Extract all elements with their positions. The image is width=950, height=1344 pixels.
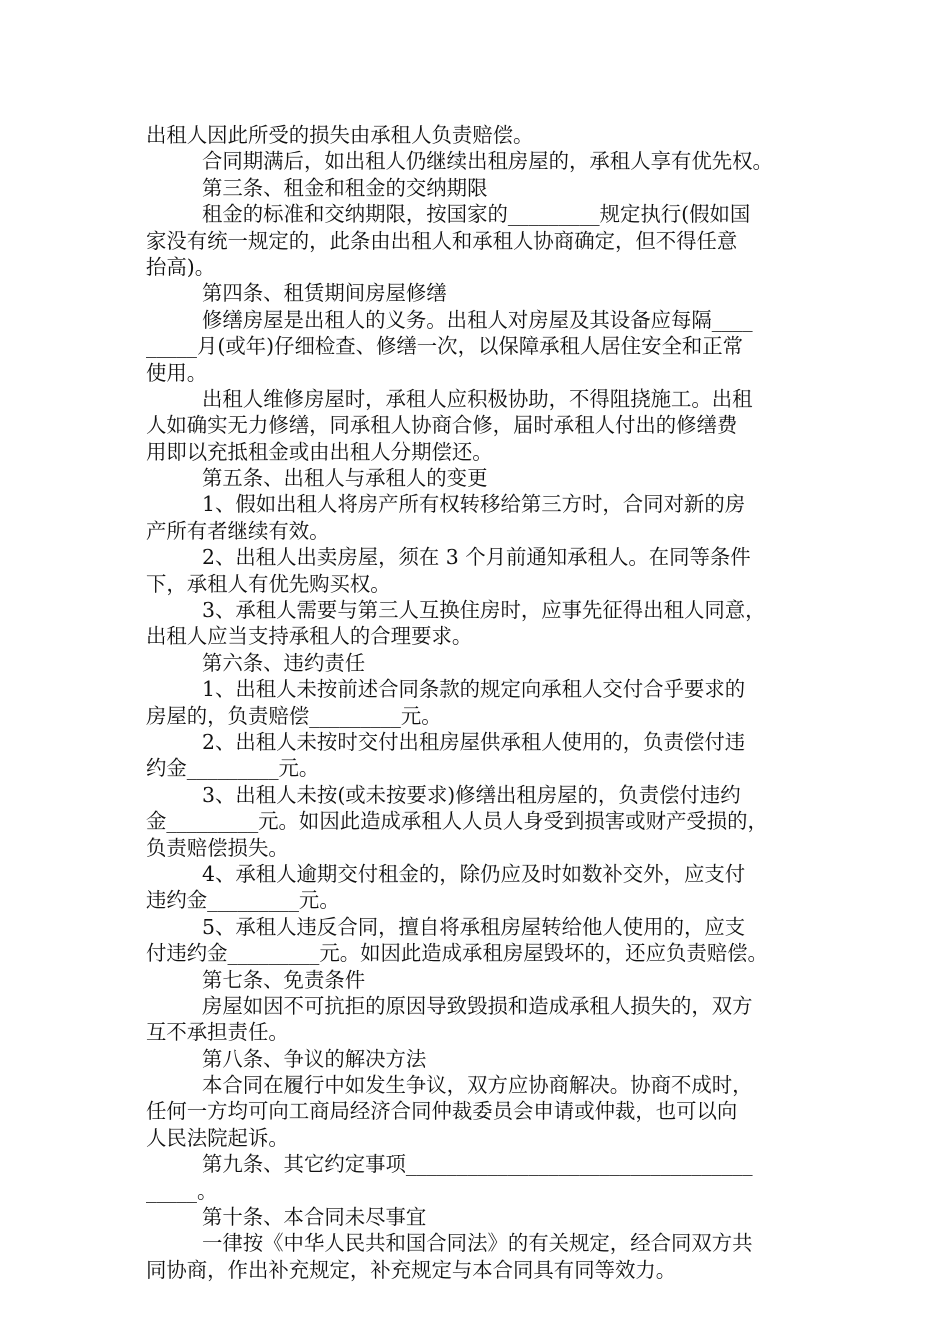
text-line: 家没有统一规定的，此条由出租人和承租人协商确定，但不得任意 [146,228,738,253]
text-line: 抬高)。 [146,254,216,279]
text-line: 金_________元。如因此造成承租人人员人身受到损害或财产受损的， [146,809,768,834]
text-line: 出租人维修房屋时，承租人应积极协助，不得阻挠施工。出租 [202,386,753,411]
text-line: 3、出租人未按(或未按要求)修缮出租房屋的，负责偿付违约 [202,782,741,807]
text-line: 合同期满后，如出租人仍继续出租房屋的，承租人享有优先权。 [202,149,773,174]
text-line: 房屋的，负责赔偿_________元。 [146,703,442,728]
text-line: 2、出租人未按时交付出租房屋供承租人使用的，负责偿付违 [202,729,746,754]
text-line: 同协商，作出补充规定，补充规定与本合同具有同等效力。 [146,1257,677,1282]
text-line: 1、假如出租人将房产所有权转移给第三方时，合同对新的房 [202,492,746,517]
text-line: 第五条、出租人与承租人的变更 [202,466,488,491]
text-line: 人如确实无力修缮，同承租人协商合修，届时承租人付出的修缮费 [146,413,738,438]
text-line: 出租人因此所受的损失由承租人负责赔偿。 [146,123,534,147]
text-line: 任何一方均可向工商局经济合同仲裁委员会申请或仲裁，也可以向 [146,1099,738,1124]
text-line: 4、承租人逾期交付租金的，除仍应及时如数补交外，应支付 [202,861,746,886]
text-line: 第六条、违约责任 [202,650,366,675]
text-line: _____。 [146,1178,218,1203]
text-line: 房屋如因不可抗拒的原因导致毁损和造成承租人损失的，双方 [202,993,753,1018]
text-line: 第十条、本合同未尽事宜 [202,1205,427,1230]
text-line: 5、承租人违反合同，擅自将承租房屋转给他人使用的，应支 [202,914,746,939]
text-line: _____月(或年)仔细检查、修缮一次，以保障承租人居住安全和正常 [146,334,744,359]
text-line: 第八条、争议的解决方法 [202,1046,427,1071]
text-line: 负责赔偿损失。 [146,835,289,860]
text-line: 本合同在履行中如发生争议，双方应协商解决。协商不成时， [202,1073,753,1098]
text-line: 一律按《中华人民共和国合同法》的有关规定，经合同双方共 [202,1231,753,1256]
text-line: 租金的标准和交纳期限，按国家的_________规定执行(假如国 [202,202,751,227]
text-line: 付违约金_________元。如因此造成承租房屋毁坏的，还应负责赔偿。 [146,941,768,966]
text-line: 第九条、其它约定事项__________________________________ [202,1152,753,1177]
text-line: 3、承租人需要与第三人互换住房时，应事先征得出租人同意， [202,598,766,623]
text-line: 下，承租人有优先购买权。 [146,571,391,596]
text-line: 用即以充抵租金或由出租人分期偿还。 [146,439,493,464]
text-line: 使用。 [146,360,208,385]
text-line: 第七条、免责条件 [202,967,366,992]
text-line: 出租人应当支持承租人的合理要求。 [146,624,473,649]
text-line: 互不承担责任。 [146,1020,289,1045]
text-line: 第三条、租金和租金的交纳期限 [202,175,488,200]
text-line: 2、出租人出卖房屋，须在 3 个月前通知承租人。在同等条件 [202,545,751,570]
text-line: 修缮房屋是出租人的义务。出租人对房屋及其设备应每隔____ [202,307,753,332]
text-line: 违约金_________元。 [146,888,340,913]
text-line: 产所有者继续有效。 [146,518,330,543]
text-line: 约金_________元。 [146,756,320,781]
contract-text-body [146,122,816,1283]
text-line: 1、出租人未按前述合同条款的规定向承租人交付合乎要求的 [202,677,746,702]
text-line: 人民法院起诉。 [146,1125,289,1150]
text-line: 第四条、租赁期间房屋修缮 [202,281,447,306]
